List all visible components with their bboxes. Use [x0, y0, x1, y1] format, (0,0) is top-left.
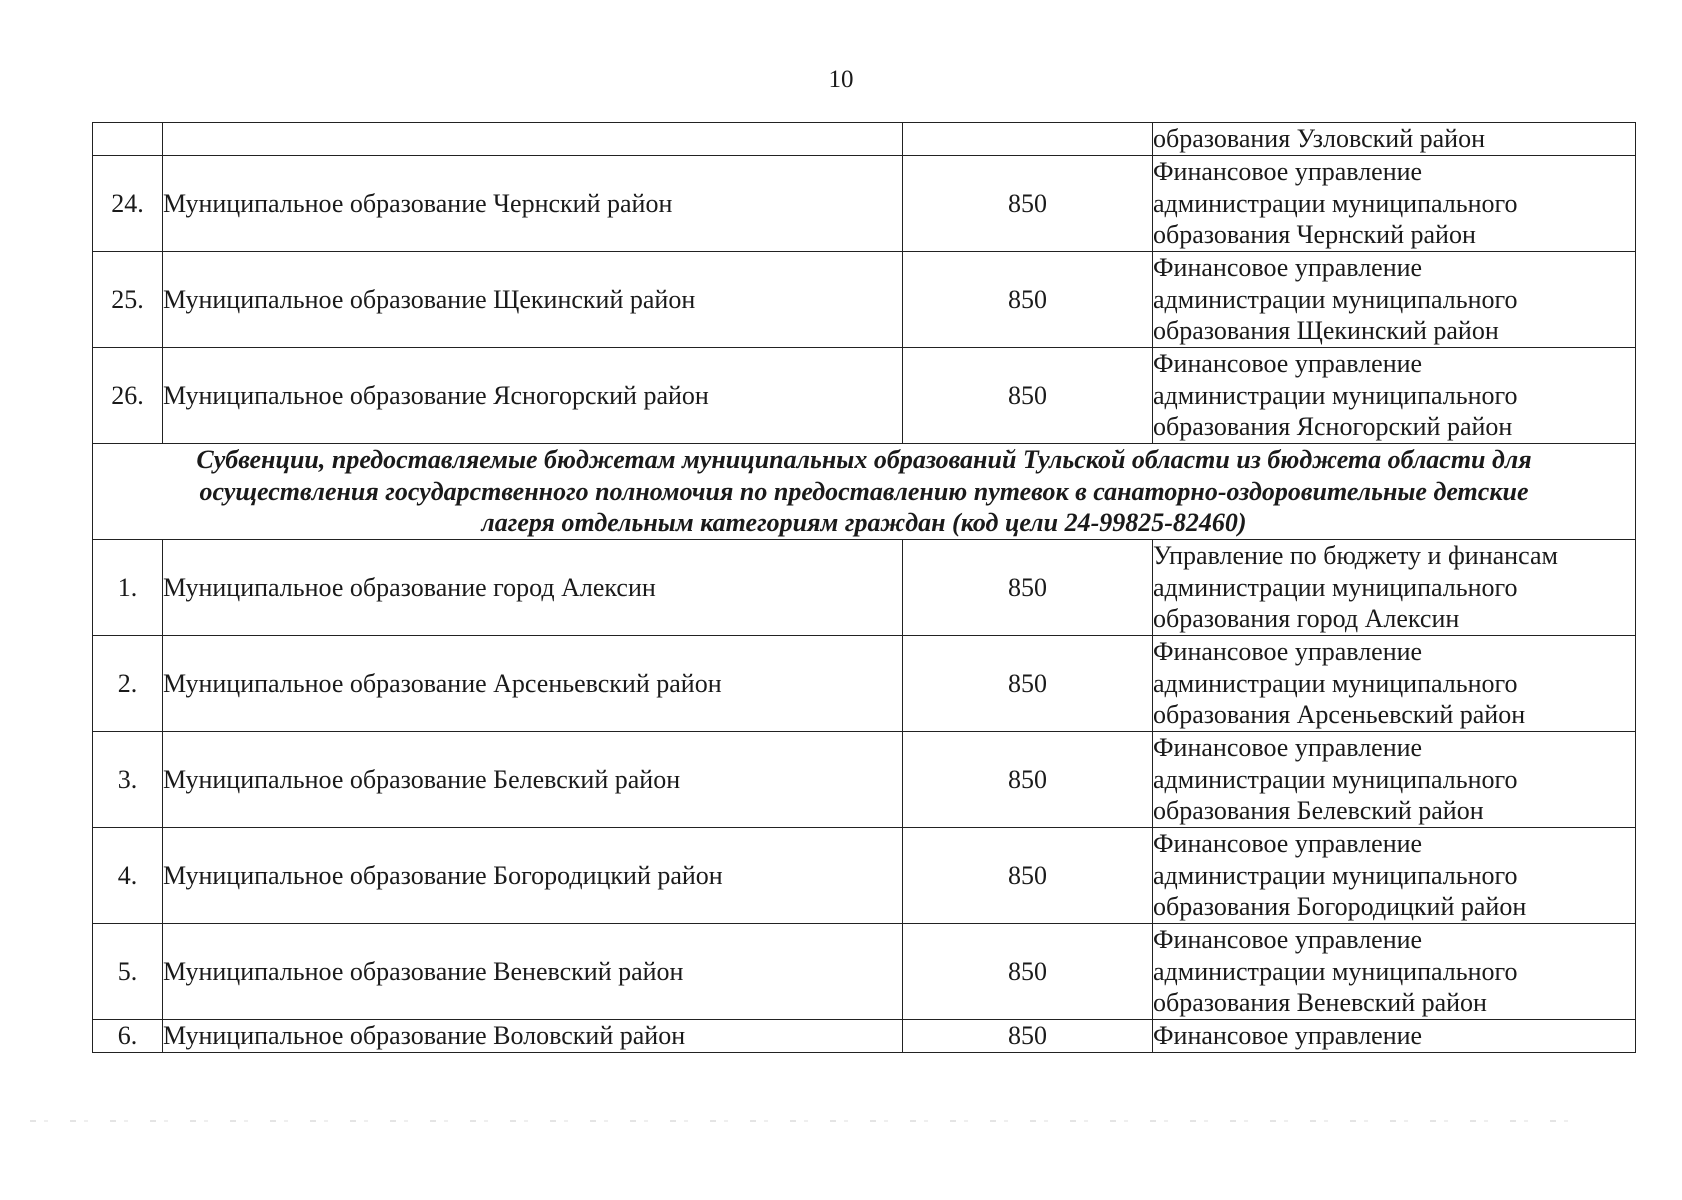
- municipality-name-cell: Муниципальное образование Богородицкий район: [163, 828, 903, 924]
- administrator-line: администрации муниципального: [1153, 380, 1518, 410]
- code-cell: 850: [903, 156, 1153, 252]
- scan-noise-line: [30, 1120, 1570, 1122]
- row-number-cell: 6.: [93, 1020, 163, 1053]
- administrator-cell: [1153, 732, 1636, 828]
- table-body-part1: [93, 123, 1636, 444]
- row-number-cell: [93, 123, 163, 156]
- administrator-line: Финансовое управление: [1153, 1021, 1423, 1051]
- administrator-line: администрации муниципального: [1153, 284, 1518, 314]
- administrator-line: образования Ясногорский район: [1153, 412, 1513, 442]
- code-cell: 850: [903, 1020, 1153, 1053]
- code-cell: 850: [903, 252, 1153, 348]
- administrator-cell: [1153, 252, 1636, 348]
- row-number-cell: 26.: [93, 348, 163, 444]
- allocation-table: [92, 122, 1636, 1053]
- row-number-cell: 2.: [93, 636, 163, 732]
- row-number-cell: 3.: [93, 732, 163, 828]
- administrator-cell: [1153, 348, 1636, 444]
- row-number-cell: 24.: [93, 156, 163, 252]
- municipality-name-cell: Муниципальное образование Арсеньевский район: [163, 636, 903, 732]
- row-number-cell: 1.: [93, 540, 163, 636]
- section-heading-row: [93, 444, 1636, 540]
- table-row: [93, 252, 1636, 348]
- administrator-cell: [1153, 924, 1636, 1020]
- administrator-cell: [1153, 156, 1636, 252]
- administrator-cell: [1153, 123, 1636, 156]
- table-body-part2: [93, 540, 1636, 1053]
- table-row: [93, 348, 1636, 444]
- administrator-line: образования Узловский район: [1153, 124, 1486, 154]
- municipality-name-cell: Муниципальное образование Белевский район: [163, 732, 903, 828]
- administrator-cell: [1153, 828, 1636, 924]
- code-cell: 850: [903, 828, 1153, 924]
- administrator-line: образования Веневский район: [1153, 988, 1487, 1018]
- municipality-name-cell: Муниципальное образование Щекинский район: [163, 252, 903, 348]
- administrator-line: администрации муниципального: [1153, 188, 1518, 218]
- administrator-cell: [1153, 540, 1636, 636]
- administrator-line: образования Щекинский район: [1153, 316, 1499, 346]
- table-row: [93, 924, 1636, 1020]
- page-number: 10: [828, 66, 854, 93]
- table-row: [93, 156, 1636, 252]
- administrator-line: образования Богородицкий район: [1153, 892, 1527, 922]
- code-cell: 850: [903, 924, 1153, 1020]
- section-heading-body: [93, 444, 1636, 540]
- code-cell: 850: [903, 636, 1153, 732]
- municipality-name-cell: Муниципальное образование Чернский район: [163, 156, 903, 252]
- code-cell: 850: [903, 348, 1153, 444]
- section-heading-line: лагеря отдельным категориям граждан (код цели 24-99825-82460): [481, 508, 1247, 538]
- table-row: [93, 636, 1636, 732]
- administrator-line: образования Белевский район: [1153, 796, 1484, 826]
- section-heading-line: Субвенции, предоставляемые бюджетам муниципальных образований Тульской области из бюджета области для: [196, 445, 1532, 475]
- administrator-line: образования Арсеньевский район: [1153, 700, 1526, 730]
- municipality-name-cell: [163, 123, 903, 156]
- table-row: [93, 828, 1636, 924]
- section-heading: [93, 444, 1636, 540]
- row-number-cell: 5.: [93, 924, 163, 1020]
- municipality-name-cell: Муниципальное образование Веневский район: [163, 924, 903, 1020]
- code-cell: 850: [903, 540, 1153, 636]
- administrator-line: Финансовое управление: [1153, 925, 1423, 955]
- municipality-name-cell: Муниципальное образование город Алексин: [163, 540, 903, 636]
- municipality-name-cell: Муниципальное образование Ясногорский район: [163, 348, 903, 444]
- administrator-line: образования город Алексин: [1153, 604, 1460, 634]
- administrator-line: Финансовое управление: [1153, 637, 1423, 667]
- administrator-line: администрации муниципального: [1153, 860, 1518, 890]
- row-number-cell: 25.: [93, 252, 163, 348]
- table-row: [93, 123, 1636, 156]
- administrator-line: Финансовое управление: [1153, 157, 1423, 187]
- administrator-cell: [1153, 1020, 1636, 1053]
- administrator-line: Финансовое управление: [1153, 733, 1423, 763]
- administrator-line: администрации муниципального: [1153, 956, 1518, 986]
- table-row: [93, 732, 1636, 828]
- row-number-cell: 4.: [93, 828, 163, 924]
- administrator-cell: [1153, 636, 1636, 732]
- section-heading-line: осуществления государственного полномочия по предоставлению путевок в санаторно-оздоровительные детские: [199, 476, 1529, 506]
- administrator-line: администрации муниципального: [1153, 764, 1518, 794]
- municipality-name-cell: Муниципальное образование Воловский район: [163, 1020, 903, 1053]
- administrator-line: Финансовое управление: [1153, 253, 1423, 283]
- table-row: [93, 540, 1636, 636]
- administrator-line: администрации муниципального: [1153, 572, 1518, 602]
- administrator-line: Финансовое управление: [1153, 349, 1423, 379]
- administrator-line: образования Чернский район: [1153, 220, 1476, 250]
- administrator-line: Финансовое управление: [1153, 829, 1423, 859]
- table-row: [93, 1020, 1636, 1053]
- administrator-line: администрации муниципального: [1153, 668, 1518, 698]
- administrator-line: Управление по бюджету и финансам: [1153, 541, 1558, 571]
- code-cell: [903, 123, 1153, 156]
- code-cell: 850: [903, 732, 1153, 828]
